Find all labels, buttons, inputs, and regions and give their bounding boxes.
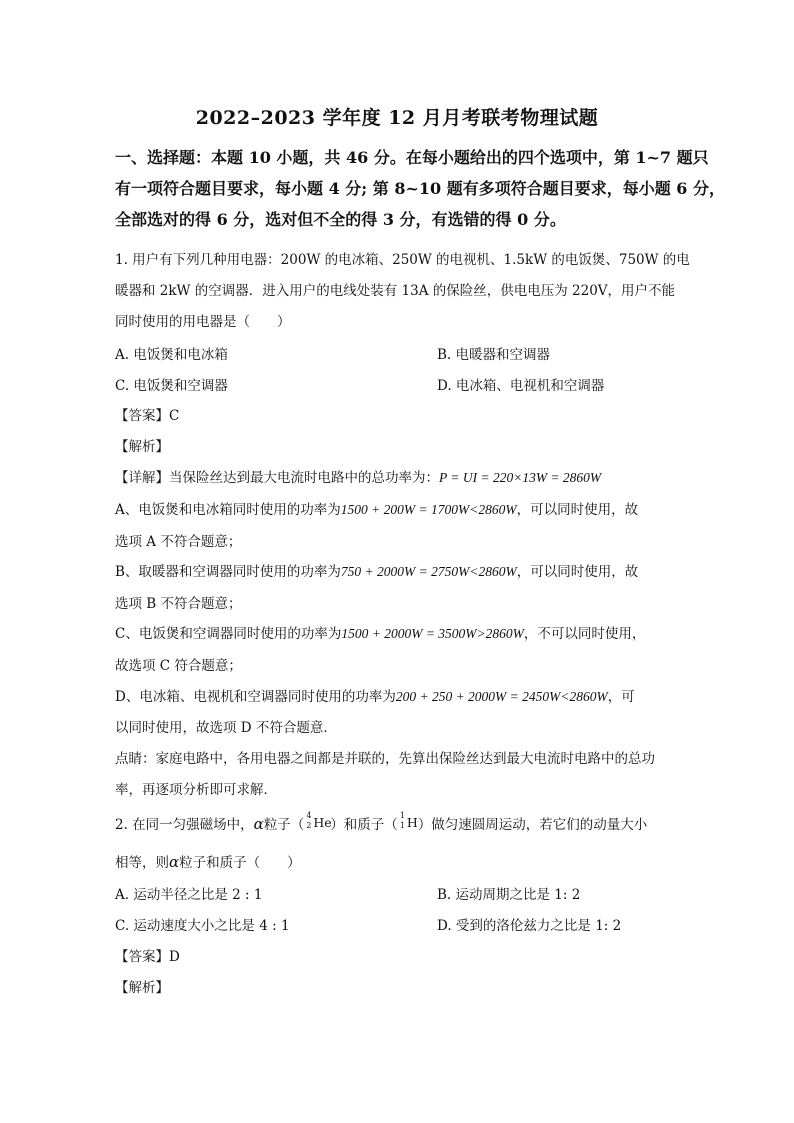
q2-stem-text: 粒子和质子（ ）	[179, 855, 301, 871]
q1-explain-b	[115, 560, 638, 580]
charge-number: 2	[306, 821, 312, 830]
q1-explain-d-line2: 以同时使用，故选项 D 不符合题意．	[115, 720, 337, 736]
q1-explain-a	[115, 498, 638, 518]
explain-text: ，不可以同时使用，	[523, 626, 646, 642]
section-line: 全部选对的得 6 分，选对但不全的得 3 分，有选错的得 0 分。	[115, 210, 566, 229]
q2-stem-text: 粒子（	[263, 817, 305, 833]
q1-option-c: C. 电饭煲和空调器	[115, 378, 228, 394]
q2-option-c: C. 运动速度大小之比是 4 : 1	[115, 918, 290, 934]
q2-analysis-label: 【解析】	[115, 980, 169, 996]
q2-option-d: D. 受到的洛伦兹力之比是 1: 2	[437, 918, 622, 934]
helium-nuclide	[304, 811, 332, 831]
q1-explain-a-line2: 选项 A 不符合题意；	[115, 534, 242, 550]
q2-stem-line	[115, 813, 647, 833]
q1-explain-c-line2: 故选项 C 符合题意；	[115, 658, 242, 674]
q1-stem-line: 暖器和 2kW 的空调器．进入用户的电线处装有 13A 的保险丝，供电电压为 220V，用户不能	[115, 283, 676, 299]
q2-option-a: A. 运动半径之比是 2 : 1	[115, 887, 263, 903]
detail-formula: P = UI = 220×13W = 2860W	[439, 470, 602, 485]
explain-text: ，可	[607, 689, 635, 705]
explain-text: ，可以同时使用，故	[516, 502, 639, 518]
q1-tip-line: 率，再逐项分析即可求解．	[115, 782, 277, 798]
element-symbol: He	[313, 815, 332, 830]
explain-formula: 1500 + 2000W = 3500W>2860W	[341, 626, 524, 641]
alpha-symbol: α	[169, 853, 180, 871]
explain-formula: 200 + 250 + 2000W = 2450W<2860W	[395, 689, 608, 704]
explain-formula: 750 + 2000W = 2750W<2860W	[340, 564, 517, 579]
hydrogen-nuclide	[398, 811, 418, 831]
section-line: 一、选择题：本题 10 小题，共 46 分。在每小题给出的四个选项中，第 1~7 题只	[115, 148, 709, 167]
mass-number: 1	[399, 811, 405, 820]
explain-text: A、电饭煲和电冰箱同时使用的功率为	[115, 502, 341, 518]
explain-text: ，可以同时使用，故	[516, 564, 639, 580]
q1-stem-line: 同时使用的用电器是（ ）	[115, 314, 291, 330]
charge-number: 1	[399, 821, 405, 830]
page-title: 2022–2023 学年度 12 月月考联考物理试题	[195, 107, 599, 129]
explain-text: D、电冰箱、电视机和空调器同时使用的功率为	[115, 689, 396, 705]
section-line: 有一项符合题目要求，每小题 4 分; 第 8~10 题有多项符合题目要求，每小题 6 分，	[115, 179, 725, 198]
q2-answer: 【答案】D	[115, 949, 180, 965]
q1-stem-line: 1. 用户有下列几种用电器：200W 的电冰箱、250W 的电视机、1.5kW 的电饭煲、750W 的电	[115, 252, 690, 268]
q1-answer: 【答案】C	[115, 408, 180, 424]
q1-detail	[115, 466, 601, 486]
q1-analysis-label: 【解析】	[115, 439, 169, 455]
q2-stem-text: ）和质子（	[330, 817, 398, 833]
explain-text: C、电饭煲和空调器同时使用的功率为	[115, 626, 342, 642]
q1-option-b: B. 电暖器和空调器	[437, 347, 551, 363]
q2-option-b: B. 运动周期之比是 1: 2	[437, 887, 581, 903]
explain-formula: 1500 + 200W = 1700W<2860W	[340, 502, 517, 517]
q1-option-d: D. 电冰箱、电视机和空调器	[437, 378, 605, 394]
q1-explain-d	[115, 685, 635, 705]
alpha-symbol: α	[253, 815, 264, 833]
q1-option-a: A. 电饭煲和电冰箱	[115, 347, 228, 363]
explain-text: B、取暖器和空调器同时使用的功率为	[115, 564, 341, 580]
element-symbol: H	[406, 815, 418, 830]
q1-explain-c	[115, 622, 645, 642]
q2-stem-text: ）做匀速圆周运动，若它们的动量大小	[417, 817, 648, 833]
q2-stem-text: 相等，则	[115, 855, 169, 871]
q1-explain-b-line2: 选项 B 不符合题意；	[115, 596, 242, 612]
detail-text: 【详解】当保险丝达到最大电流时电路中的总功率为：	[115, 470, 439, 486]
q1-tip-line: 点睛：家庭电路中，各用电器之间都是并联的，先算出保险丝达到最大电流时电路中的总功	[115, 751, 655, 767]
section-instructions	[115, 142, 725, 235]
q2-stem-line	[115, 851, 301, 871]
q2-stem-text: 2. 在同一匀强磁场中，	[115, 817, 254, 833]
mass-number: 4	[306, 811, 312, 820]
